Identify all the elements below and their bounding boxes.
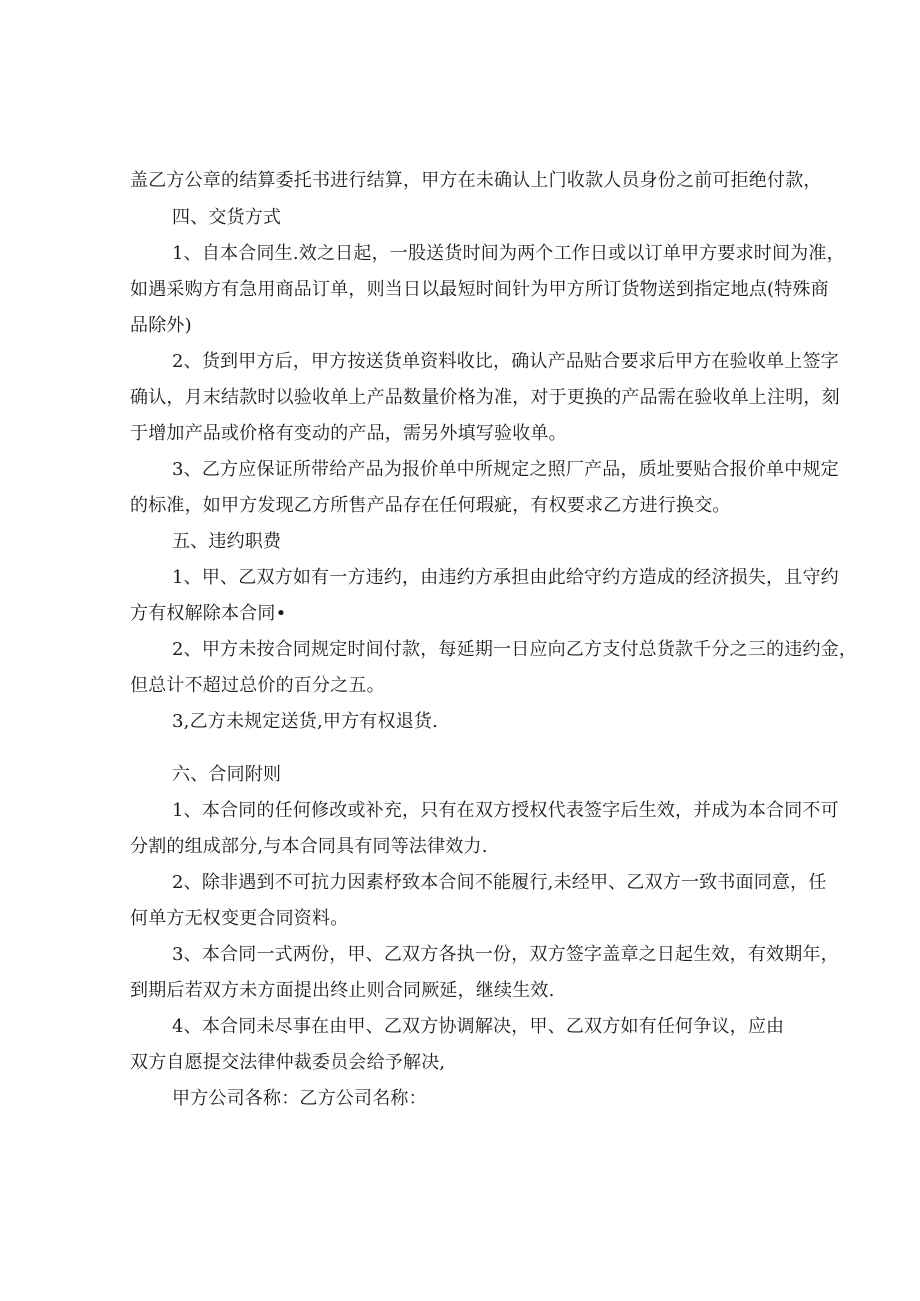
paragraph-line: 1、自本合同生.效之日起，一股送货时间为两个工作日或以订单甲方要求时间为准， [172,243,845,264]
paragraph-line: 2、货到甲方后，甲方按送货单资料收比，确认产品贴合要求后甲方在验收单上签字 [172,351,839,372]
paragraph-line: 于增加产品或价格有变动的产品，需另外填写验收单。 [130,423,567,444]
section-heading-breach: 五、违约职费 [172,531,282,552]
paragraph-line: 3、乙方应保证所带给产品为报价单中所规定之照厂产品，质址要贴合报价单中规定 [172,459,839,480]
paragraph-line: 分割的组成部分,与本合同具有同等法律效力. [130,836,488,857]
paragraph-line: 1、甲、乙双方如有一方违约，由违约方承担由此给守约方造成的经济损失，且守约 [172,567,839,588]
paragraph-line: 1、本合同的任何修改或补充，只有在双方授权代表签字后生效，并成为本合同不可 [172,800,839,821]
paragraph-line: 品除外) [130,315,192,336]
paragraph-line: 双方自愿提交法律仲裁委员会给予解决, [130,1052,446,1073]
paragraph-line: 盖乙方公章的结算委托书进行结算，甲方在未确认上门收款人员身份之前可拒绝付款， [130,170,822,191]
paragraph-line: 2、除非遇到不可抗力因素杼致本合间不能履行,未经甲、乙双方一致书面同意，任 [172,872,827,893]
paragraph-line: 何单方无权变更合同资料。 [130,908,349,929]
signature-company-names: 甲方公司各称：乙方公司名称： [172,1088,427,1109]
paragraph-line: 确认，月末结款时以验收单上产品数量价格为准，对于更换的产品需在验收单上注明，刻 [130,387,840,408]
paragraph-line: 的标准，如甲方发现乙方所售产品存在任何瑕疵，有权要求乙方进行换交。 [130,495,731,516]
paragraph-line: 如遇采购方有急用商品订单，则当日以最短时间针为甲方所订货物送到指定地点(特殊商 [130,279,829,300]
paragraph-line: 3、本合同一式两份，甲、乙双方各执一份，双方签字盖章之日起生效，有效期年， [172,944,839,965]
paragraph-line: 2、甲方未按合同规定时间付款，每延期一日应向乙方支付总货款千分之三的违约金， [172,639,858,660]
paragraph-line: 方有权解除本合同• [130,603,287,624]
paragraph-line: 但总计不超过总价的百分之五。 [130,675,385,696]
section-heading-delivery: 四、交货方式 [172,207,282,228]
paragraph-line: 4、本合同未尽事在由甲、乙双方协调解决，甲、乙双方如有任何争议，应由 [172,1016,785,1037]
paragraph-line: 3,乙方未规定送货,甲方有权退货. [172,711,439,732]
paragraph-line: 到期后若双方未方面提出终止则合同厥延，继续生效. [130,980,555,1001]
section-heading-supplementary: 六、合同附则 [172,764,282,785]
